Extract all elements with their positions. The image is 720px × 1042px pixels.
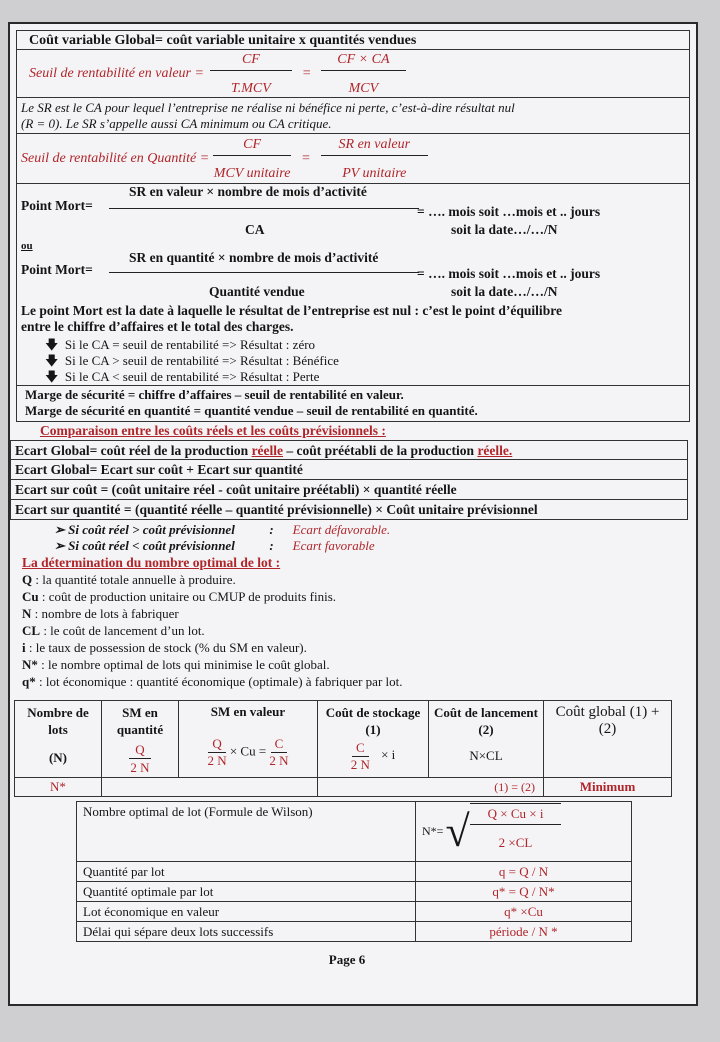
table-row: N* (1) = (2) Minimum	[15, 778, 672, 797]
sr-quantite-section: Seuil de rentabilité en Quantité = $\frac{CF}{\text{MCV unitaire}}$ = $\frac{\text{SR en valeur}}{\text{PV unitaire}}$	[16, 134, 690, 184]
sr-valeur-fraction-1: $\frac{CF}{\text{T.MCV}}$	[210, 52, 292, 97]
condition-row: ➢ Si coût réel < coût prévisionnel : Ecart favorable	[54, 538, 375, 553]
definition-item: i : le taux de possession de stock (% du SM en valeur).	[22, 640, 307, 655]
arrow-down-icon: 🡇	[45, 369, 59, 384]
list-item: 🡇 Si le CA = seuil de rentabilité => Résultat : zéro	[45, 337, 316, 352]
arrow-right-icon: ➢	[54, 538, 65, 553]
fraction: $\frac{Q}{2 N}$	[207, 736, 227, 768]
sr-valeur-fraction-2: $\frac{CF \times CA}{\text{MCV}}$	[321, 52, 405, 97]
page-number: Page 6	[328, 952, 366, 967]
col-cout-stockage: Coût de stockage (1) $\frac{C}{2 N}$ × i	[318, 701, 429, 778]
document-page	[8, 22, 698, 1006]
table-row: Quantité optimale par lot q* = Q / N*	[77, 882, 632, 902]
marge-securite-section: Marge de sécurité = chiffre d’affaires – seuil de rentabilité en valeur. Marge de sécurité en quantité = quantité vendue – seuil de rentabilité en quantité.	[16, 386, 690, 422]
point-mort-formula-1: Point Mort= SR en valeur × nombre de mois d’activité CA = …. mois soit …mois et .. jours soit la date…/…/N	[21, 184, 601, 237]
ecart-row: Ecart Global= coût réel de la production réelle – coût préétabli de la production réelle.	[10, 440, 688, 460]
condition-row: ➢ Si coût réel > coût prévisionnel : Ecart défavorable.	[54, 522, 391, 537]
table-row: Nombre optimal de lot (Formule de Wilson) N*= √ $\frac{Q \times Cu \times i}{2 \times CL}$	[77, 802, 632, 862]
point-mort-definition: Le point Mort est la date à laquelle le résultat de l’entreprise est nul : c’est le point d’équilibre entre le chiffre d’affaires et le total des charges.	[21, 303, 562, 334]
ecart-row: Ecart Global= Ecart sur coût + Ecart sur quantité	[10, 460, 688, 480]
sr-valeur-label: Seuil de rentabilité en valeur =	[29, 66, 204, 81]
sr-definition: Le SR est le CA pour lequel l’entreprise ne réalise ni bénéfice ni perte, c’est-à-dire résultat nul (R = 0). Le SR s’appelle aussi CA minimum ou CA critique.	[16, 98, 690, 134]
arrow-right-icon: ➢	[54, 522, 65, 537]
lot-cost-table	[14, 700, 672, 797]
sqrt-icon: √	[445, 806, 470, 856]
table-row: Lot économique en valeur q* ×Cu	[77, 902, 632, 922]
sr-valeur-section: Seuil de rentabilité en valeur = $\frac{CF}{\text{T.MCV}}$ = $\frac{CF \times CA}{\text{MCV}}$	[16, 50, 690, 98]
ou-label: ou	[21, 240, 33, 252]
table-row: Délai qui sépare deux lots successifs période / N *	[77, 922, 632, 942]
definition-item: CL : le coût de lancement d’un lot.	[22, 623, 205, 638]
lot-title: La détermination du nombre optimal de lot :	[22, 555, 281, 570]
fraction: $\frac{Q}{2 N}$	[130, 742, 150, 775]
ecart-row: Ecart sur quantité = (quantité réelle – quantité prévisionnelle) × Coût unitaire prévisionnel	[10, 500, 688, 520]
definition-item: Cu : coût de production unitaire ou CMUP de produits finis.	[22, 589, 337, 604]
cout-variable-global: Coût variable Global= coût variable unitaire x quantités vendues	[16, 30, 690, 50]
table-row	[15, 701, 672, 778]
point-mort-section	[16, 184, 690, 386]
ecart-conditions	[54, 522, 690, 554]
arrow-down-icon: 🡇	[45, 337, 59, 352]
col-cout-global: Coût global (1) + (2)	[544, 701, 672, 778]
document-content	[16, 30, 690, 968]
ecart-row: Ecart sur coût = (coût unitaire réel - coût unitaire préétabli) × quantité réelle	[10, 480, 688, 500]
point-mort-formula-2: Point Mort= SR en quantité × nombre de mois d’activité Quantité vendue = …. mois soit …mois et .. jours soit la date…/…/N	[21, 250, 601, 299]
arrow-down-icon: 🡇	[45, 353, 59, 368]
list-item: 🡇 Si le CA > seuil de rentabilité => Résultat : Bénéfice	[45, 353, 339, 368]
fraction-bar	[109, 272, 419, 273]
definition-item: N : nombre de lots à fabriquer	[22, 606, 179, 621]
ecarts-table	[10, 440, 688, 520]
list-item: 🡇 Si le CA < seuil de rentabilité => Résultat : Perte	[45, 369, 320, 384]
sr-quantite-fraction-2: $\frac{\text{SR en valeur}}{\text{PV unitaire}}$	[321, 137, 429, 182]
definition-item: N* : le nombre optimal de lots qui minimise le coût global.	[22, 657, 330, 672]
col-cout-lancement: Coût de lancement (2) N×CL	[429, 701, 544, 778]
fraction: $\frac{C}{2 N}$	[269, 736, 289, 768]
definition-item: q* : lot économique : quantité économique (optimale) à fabriquer par lot.	[22, 674, 403, 689]
sr-quantite-label: Seuil de rentabilité en Quantité =	[21, 151, 210, 166]
fraction: $\frac{Q \times Cu \times i}{2 \times CL}$	[470, 803, 562, 851]
comparaison-title: Comparaison entre les coûts réels et les coûts prévisionnels :	[40, 423, 386, 438]
col-nombre-lots: Nombre de lots (N)	[15, 701, 102, 778]
fraction: $\frac{C}{2 N}$	[350, 740, 370, 772]
definitions-list	[22, 571, 690, 690]
table-row: Quantité par lot q = Q / N	[77, 862, 632, 882]
sr-quantite-fraction-1: $\frac{CF}{\text{MCV unitaire}}$	[213, 136, 291, 181]
wilson-table	[76, 801, 632, 942]
col-sm-quantite: SM en quantité $\frac{Q}{2 N}$	[102, 701, 179, 778]
definition-item: Q : la quantité totale annuelle à produire.	[22, 572, 236, 587]
col-sm-valeur: SM en valeur $\frac{Q}{2 N}$ × Cu = $\frac{C}{2 N}$	[179, 701, 318, 778]
wilson-formula: N*= √ $\frac{Q \times Cu \times i}{2 \times CL}$	[416, 802, 632, 862]
resultat-list	[45, 337, 339, 385]
fraction-bar	[109, 208, 419, 209]
